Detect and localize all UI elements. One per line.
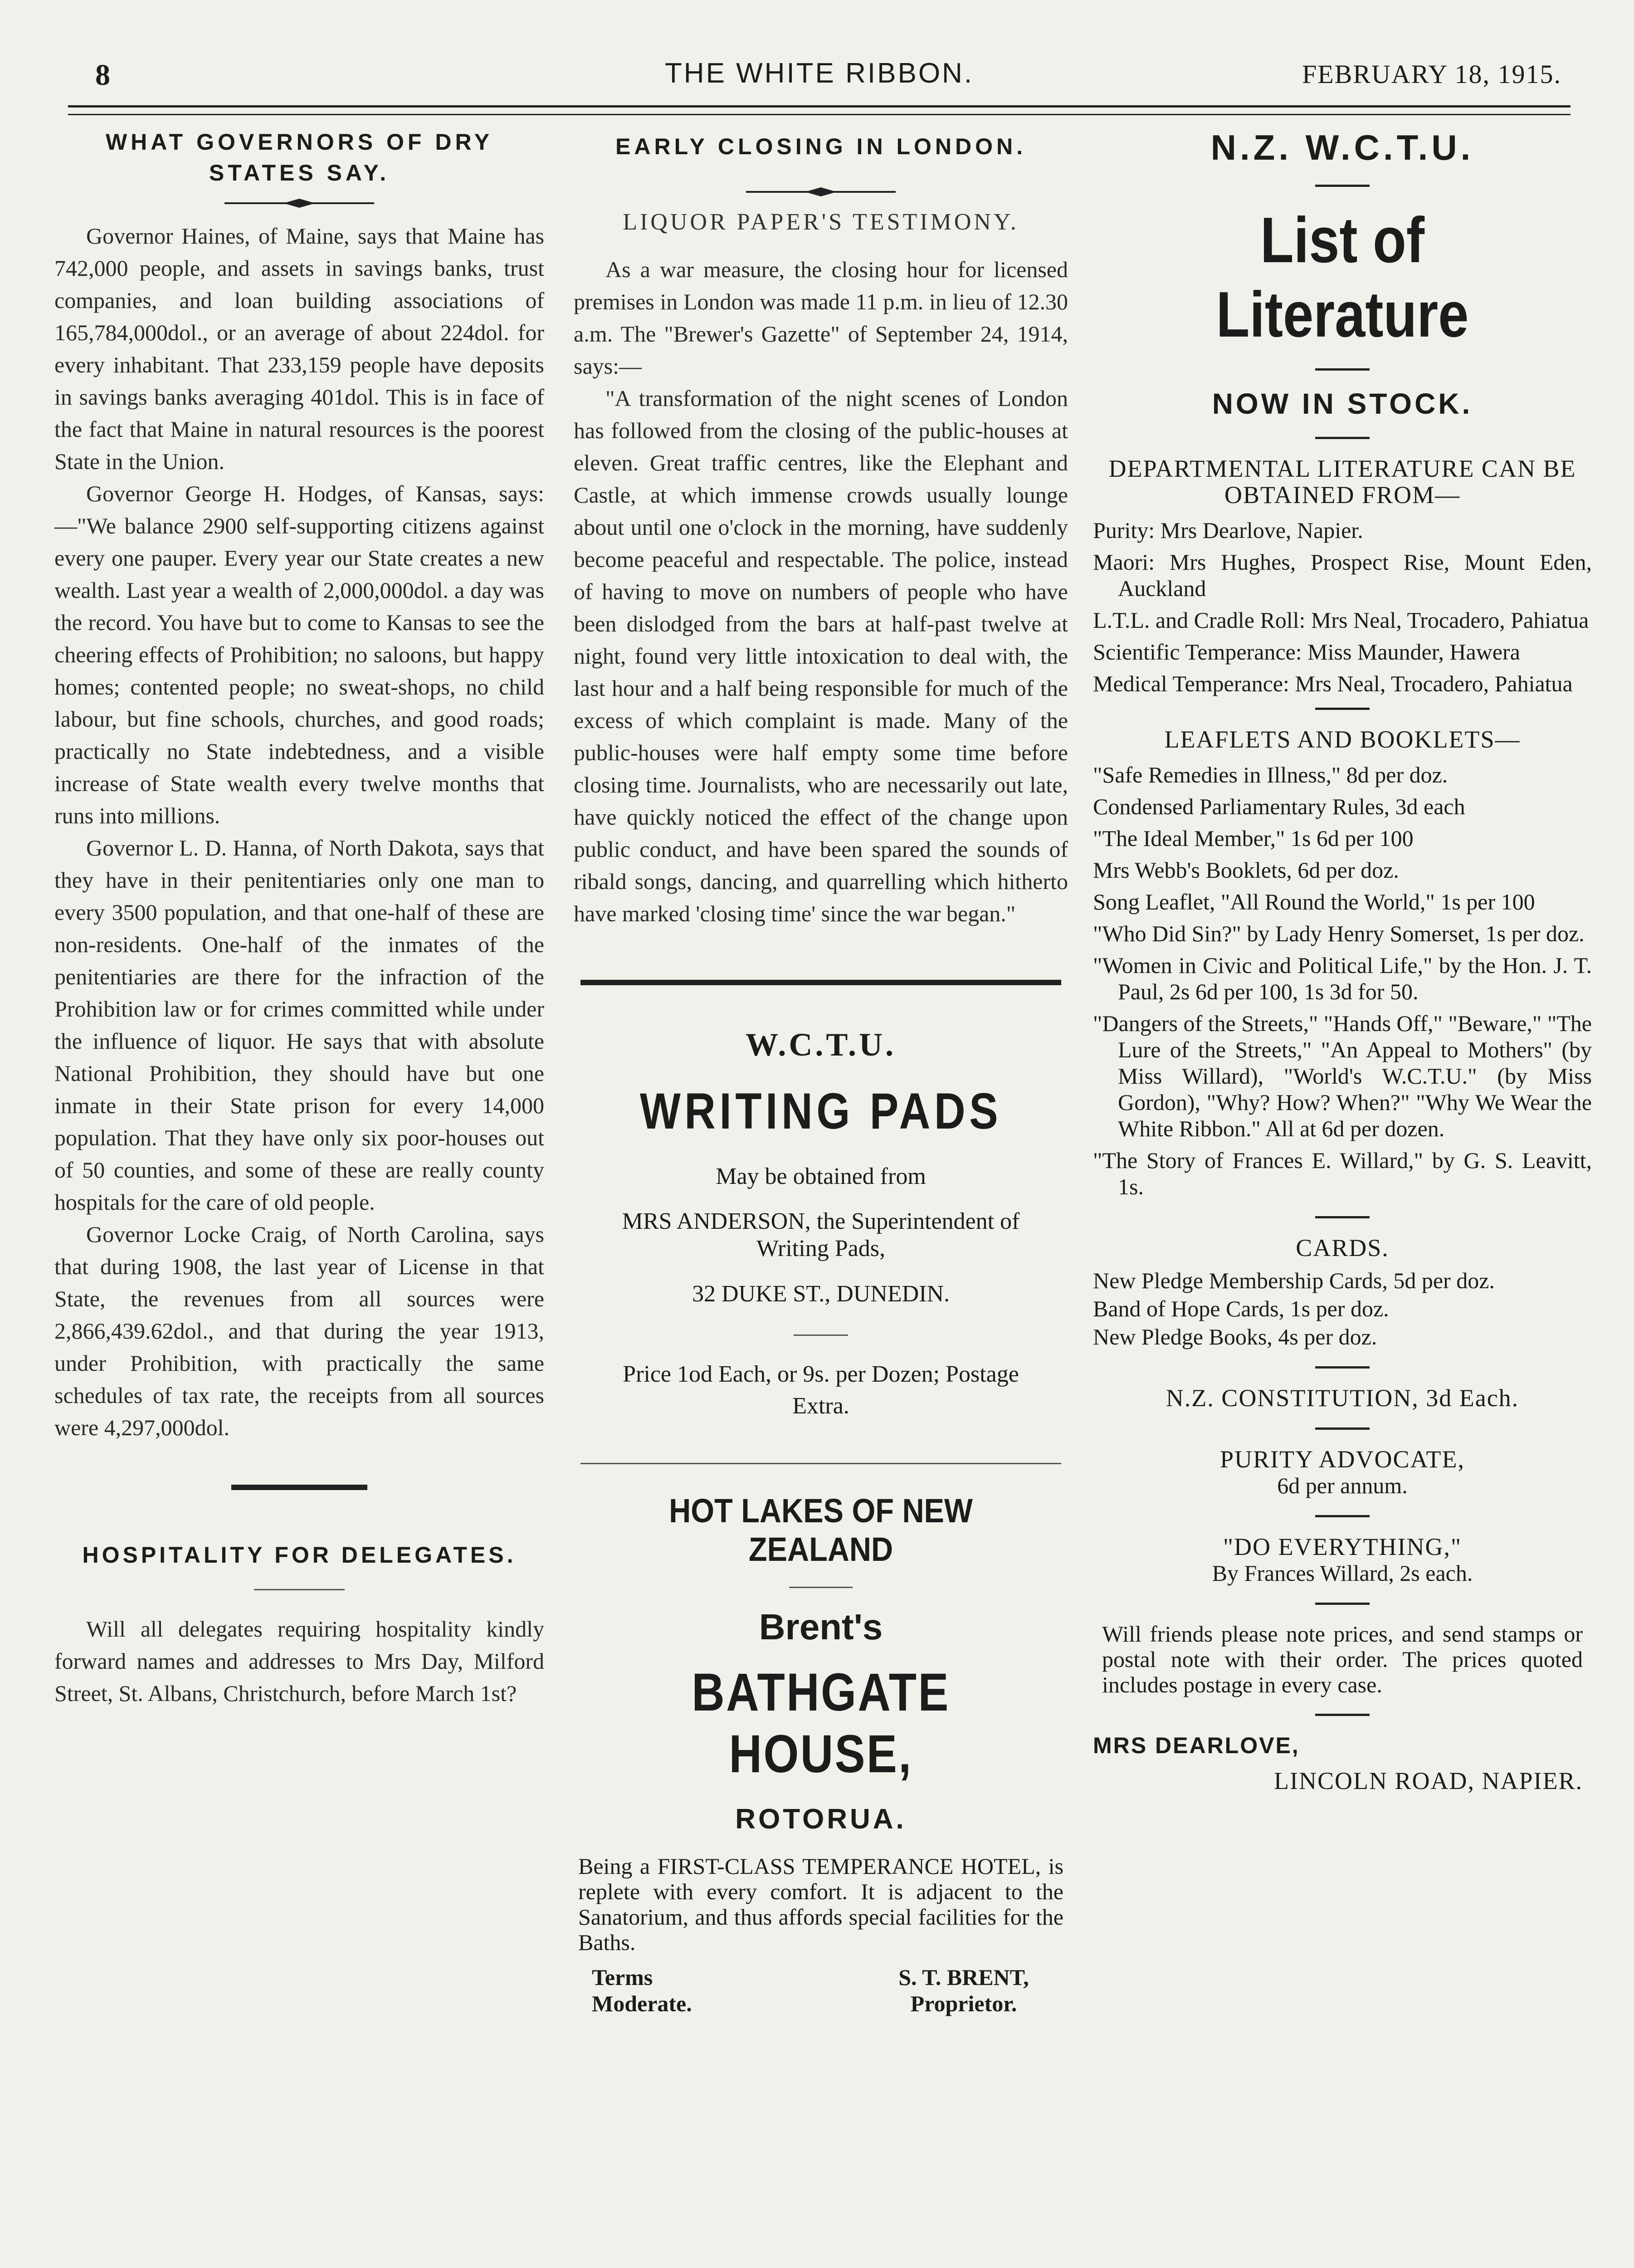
paragraph: Governor George H. Hodges, of Kansas, says:—"We balance 2900 self-supporting citizens against every one pauper. Every year our State creates a new wealth. Last year a wealth of 2,000,000dol. a day was the record. You have but to come to Kansas to see the cheering effects of Prohibition; no saloons, but happy homes; contented people; no sweat-shops, no child labour, but fine schools, churches, and good roads; practically no State indebtedness, and a visible increase of State wealth every twelve months that runs into millions. xyxy=(54,481,544,828)
paragraph: Governor Haines, of Maine, says that Maine has 742,000 people, and assets in savings banks, trust companies, and loan building associations of 165,784,000dol., or an average of about 224dol. for every inhabitant. That 233,159 people have deposits in savings banks averaging 401dol. This is in face of the fact that Maine in natural resources is the poorest State in the Union. xyxy=(54,223,544,474)
list-subtitle: NOW IN STOCK. xyxy=(1212,387,1473,420)
article-body-hospitality xyxy=(54,1613,544,1710)
ad-org: W.C.T.U. xyxy=(745,1026,897,1063)
list-item: "Women in Civic and Political Life," by the Hon. J. T. Paul, 2s 6d per 100, 1s 3d for 50. xyxy=(1093,953,1592,1004)
ornament-divider-icon xyxy=(746,185,896,199)
short-rule xyxy=(1315,1515,1370,1517)
masthead: THE WHITE RIBBON. xyxy=(664,58,974,89)
ad-line: 32 DUKE ST., DUNEDIN. xyxy=(692,1281,950,1307)
ornament-divider-icon xyxy=(224,196,374,210)
short-rule xyxy=(1315,1427,1370,1430)
column-2 xyxy=(574,122,1068,2017)
contact-name: MRS DEARLOVE, xyxy=(1093,1733,1300,1758)
ad-brand: Brent's xyxy=(759,1606,883,1647)
short-rule xyxy=(789,1587,853,1588)
leaflets-heading: LEAFLETS AND BOOKLETS— xyxy=(1164,726,1521,753)
article-title-governors: WHAT GOVERNORS OF DRY STATES SAY. xyxy=(105,129,493,186)
short-rule xyxy=(1315,708,1370,710)
cards-heading: CARDS. xyxy=(1296,1234,1389,1261)
ad-place: ROTORUA. xyxy=(735,1803,907,1835)
short-rule xyxy=(1315,1366,1370,1369)
contact-address: LINCOLN ROAD, NAPIER. xyxy=(1274,1767,1583,1794)
paragraph: As a war measure, the closing hour for licensed premises in London was made 11 p.m. in lieu of 12.30 a.m. The "Brewer's Gazette" of September 24, 1914, says:— xyxy=(574,256,1068,379)
ad-separator-rule xyxy=(580,980,1061,985)
article-title-hospitality: HOSPITALITY FOR DELEGATES. xyxy=(82,1542,517,1568)
list-item: Maori: Mrs Hughes, Prospect Rise, Mount Eden, Auckland xyxy=(1093,549,1592,601)
purity-advocate: PURITY ADVOCATE, xyxy=(1219,1446,1465,1473)
bathgate-house-ad xyxy=(574,1491,1068,2017)
list-title: List of Literature xyxy=(1216,204,1469,351)
order-note: Will friends please note prices, and send stamps or postal note with their order. The prices quoted includes postage in every case. xyxy=(1102,1621,1583,1697)
list-item: "Who Did Sin?" by Lady Henry Somerset, 1s per doz. xyxy=(1093,921,1585,946)
literature-list xyxy=(1093,455,1592,1794)
ad-separator-rule xyxy=(580,1463,1061,1464)
ad-line: MRS ANDERSON, the Superintendent of Writing Pads, xyxy=(622,1208,1020,1261)
list-item: Purity: Mrs Dearlove, Napier. xyxy=(1093,518,1363,543)
list-item: Mrs Webb's Booklets, 6d per doz. xyxy=(1093,857,1399,883)
list-item: Song Leaflet, "All Round the World," 1s per 100 xyxy=(1093,889,1535,914)
paragraph: Governor L. D. Hanna, of North Dakota, says that they have in their penitentiaries only one man to every 3500 population, and that one-half of these are non-residents. One-half of the inmates of the penitentiaries are there for the infraction of the Prohibition law or for crimes committed while under the influence of liquor. He says that with absolute National Prohibition, they should have but one inmate in their State prison for every 14,000 population. That they have only six poor-houses out of 50 counties, and some of these are really county hospitals for the care of old people. xyxy=(54,835,544,1215)
ad-heading: HOT LAKES OF NEW ZEALAND xyxy=(669,1491,973,1568)
purity-price: 6d per annum. xyxy=(1277,1473,1408,1498)
list-item: "Safe Remedies in Illness," 8d per doz. xyxy=(1093,762,1448,787)
column-1 xyxy=(54,122,544,1710)
short-rule xyxy=(1315,1603,1370,1605)
short-rule xyxy=(1315,437,1370,439)
list-item: "The Story of Frances E. Willard," by G. S. Leavitt, 1s. xyxy=(1093,1148,1592,1199)
article-title-early-closing: EARLY CLOSING IN LONDON. xyxy=(615,134,1026,159)
list-item: L.T.L. and Cradle Roll: Mrs Neal, Trocadero, Pahiatua xyxy=(1093,607,1589,633)
column-3 xyxy=(1093,122,1592,1794)
short-rule xyxy=(1315,368,1370,371)
paragraph: Will all delegates requiring hospitality kindly forward names and addresses to Mrs Day, Milford Street, St. Albans, Christchurch, before March 1st? xyxy=(54,1616,544,1706)
article-subtitle: LIQUOR PAPER'S TESTIMONY. xyxy=(623,209,1019,235)
paragraph: "A transformation of the night scenes of London has followed from the closing of the public-houses at eleven. Great traffic centres, like the Elephant and Castle, at which immense crowds usually lounge about until one o'clock in the morning, have suddenly become peaceful and respectable. The police, instead of having to move on numbers of people who have been dislodged from the bars at half-past twelve at night, found very little intoxication to deal with, the last hour and a half being responsible for much of the excess of which complaint is made. Many of the public-houses were half empty some time before closing time. Journalists, who are necessarily out late, have quickly noticed the effect of the change upon public conduct, and have been spared the sounds of ribald songs, dancing, and quarrelling which hitherto have marked 'closing time' since the war began." xyxy=(574,385,1068,926)
short-rule xyxy=(254,1589,345,1590)
constitution: N.Z. CONSTITUTION, 3d Each. xyxy=(1166,1384,1519,1412)
header-rule xyxy=(68,105,1571,115)
do-everything-by: By Frances Willard, 2s each. xyxy=(1212,1560,1473,1586)
list-item: "The Ideal Member," 1s 6d per 100 xyxy=(1093,826,1414,851)
short-rule xyxy=(1315,1714,1370,1716)
article-body-governors xyxy=(54,220,544,1444)
short-rule xyxy=(794,1334,848,1336)
list-item: New Pledge Books, 4s per doz. xyxy=(1093,1324,1377,1349)
ad-proprietor: S. T. BRENT, Proprietor. xyxy=(898,1964,1029,2016)
page-header xyxy=(68,54,1571,103)
paragraph: Governor Locke Craig, of North Carolina, says that during 1908, the last year of License in that State, the revenues from all sources were 2,866,439.62dol., and that during the year 1913, under Prohibition, with practically the same schedules of tax rate, the receipts from all sources were 4,297,000dol. xyxy=(54,1222,544,1440)
list-item: Scientific Temperance: Miss Maunder, Hawera xyxy=(1093,639,1520,665)
list-item: Condensed Parliamentary Rules, 3d each xyxy=(1093,794,1465,819)
short-rule xyxy=(1315,1216,1370,1218)
page-number: 8 xyxy=(95,59,110,92)
issue-date: FEBRUARY 18, 1915. xyxy=(1302,59,1561,89)
ad-terms: Terms Moderate. xyxy=(592,1964,692,2016)
ad-price: Price 1od Each, or 9s. per Dozen; Postage Extra. xyxy=(623,1361,1019,1419)
list-item: Band of Hope Cards, 1s per doz. xyxy=(1093,1296,1389,1321)
section-rule xyxy=(231,1485,367,1490)
do-everything: "DO EVERYTHING," xyxy=(1223,1533,1462,1560)
list-item: Medical Temperance: Mrs Neal, Trocadero, Pahiatua xyxy=(1093,671,1573,696)
ad-line: May be obtained from xyxy=(716,1163,926,1189)
org-title: N.Z. W.C.T.U. xyxy=(1210,127,1474,167)
ad-title: WRITING PADS xyxy=(639,1082,1002,1139)
list-item: New Pledge Membership Cards, 5d per doz. xyxy=(1093,1268,1495,1293)
article-body-early-closing xyxy=(574,254,1068,930)
writing-pads-ad xyxy=(574,1026,1068,1422)
ad-hotel-name: BATHGATE HOUSE, xyxy=(692,1662,950,1784)
ad-body: Being a FIRST-CLASS TEMPERANCE HOTEL, is replete with every comfort. It is adjacent to the Sanatorium, and thus affords special facilities for the Baths. xyxy=(578,1853,1063,1955)
short-rule xyxy=(1315,185,1370,187)
list-item: "Dangers of the Streets," "Hands Off," "Beware," "The Lure of the Streets," "An Appeal to Mothers" (by Miss Willard), "World's W.C.T.U." (by Miss Gordon), "Why? How? When?" "Why We Wear the White Ribbon." All at 6d per dozen. xyxy=(1093,1011,1592,1141)
ad-footer xyxy=(592,1964,1050,2017)
dept-heading: DEPARTMENTAL LITERATURE CAN BE OBTAINED FROM— xyxy=(1108,455,1576,508)
